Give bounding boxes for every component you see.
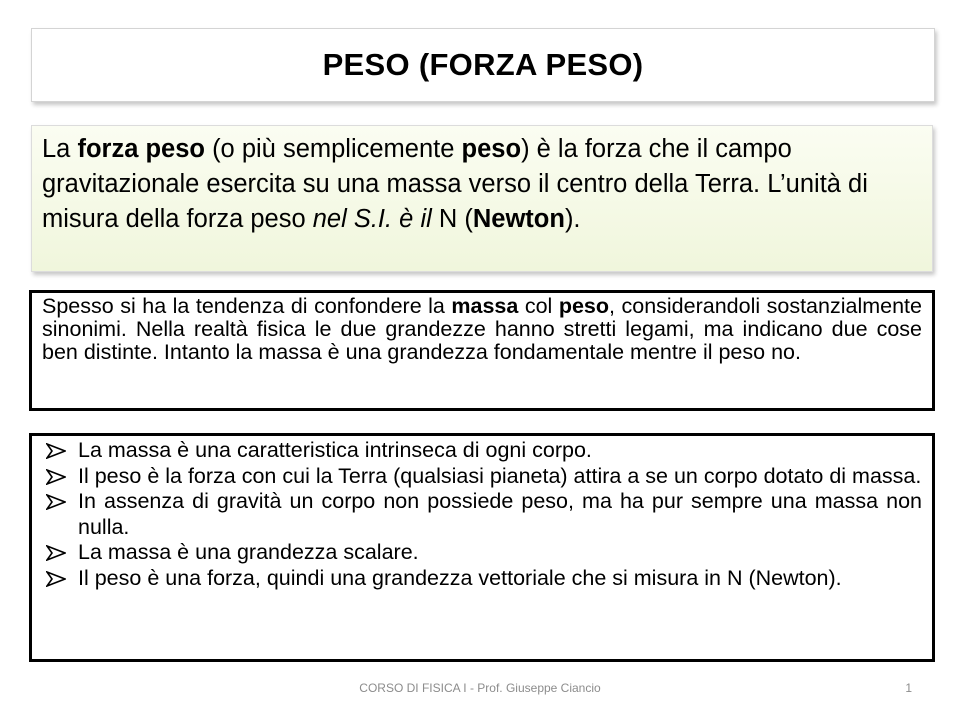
arrow-bullet-icon	[46, 443, 66, 459]
note-text: Spesso si ha la tendenza di confondere la massa col peso, considerandoli sostanzialmente sinonimi. Nella realtà fisica le due grandezze hanno stretti legami, ma indicano due cose ben distinte. Intanto la massa è una grandezza fondamentale mentre il peso no.	[42, 294, 922, 364]
list-item	[38, 438, 922, 464]
page-number: 1	[905, 681, 912, 695]
slide-title: PESO (FORZA PESO)	[322, 47, 644, 82]
list-item-text: Il peso è una forza, quindi una grandezza vettoriale che si misura in N (Newton).	[78, 565, 842, 590]
list-item	[38, 566, 922, 592]
bullet-list	[38, 438, 922, 591]
list-item-text: La massa è una grandezza scalare.	[78, 540, 419, 564]
footer-course-label: CORSO DI FISICA I - Prof. Giuseppe Ciancio	[359, 681, 601, 695]
list-item-text: In assenza di gravità un corpo non possiede peso, ma ha pur sempre una massa non nulla.	[78, 489, 922, 539]
list-item	[38, 489, 922, 540]
list-item-text: Il peso è la forza con cui la Terra (qualsiasi pianeta) attira a se un corpo dotato di massa.	[78, 463, 922, 488]
arrow-bullet-icon	[46, 494, 66, 510]
arrow-bullet-icon	[46, 571, 66, 587]
bullet-list-box	[29, 433, 935, 662]
arrow-bullet-icon	[46, 545, 66, 561]
arrow-bullet-icon	[46, 469, 66, 485]
note-box	[29, 290, 935, 411]
definition-box	[31, 125, 933, 272]
definition-text: La forza peso (o più semplicemente peso) è la forza che il campo gravitazionale esercita su una massa verso il centro della Terra. L’unità di misura della forza peso nel S.I. è il N (Newton).	[42, 135, 868, 233]
title-box	[31, 28, 935, 102]
list-item-text: La massa è una caratteristica intrinseca di ogni corpo.	[78, 438, 592, 462]
list-item	[38, 540, 922, 566]
list-item	[38, 464, 922, 490]
